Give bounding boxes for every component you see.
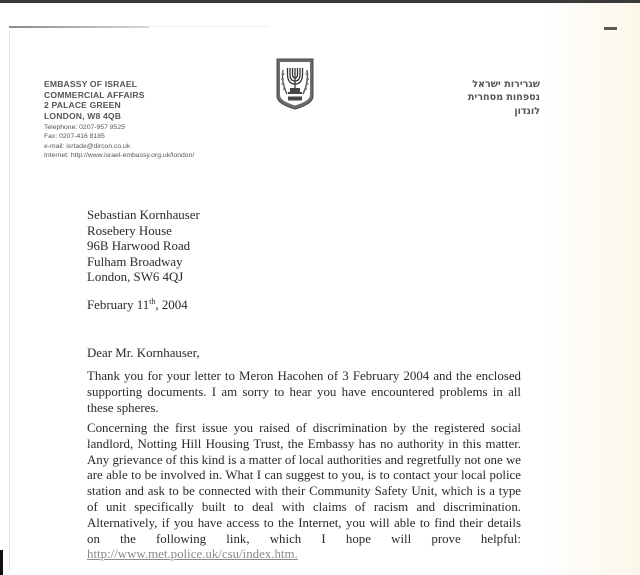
scan-bottom-left-edge [0, 550, 3, 575]
paragraph-2 [87, 421, 521, 563]
letterhead-org-line: LONDON, W8 4QB [44, 110, 122, 121]
punch-mark [604, 27, 617, 30]
paragraph-2-text: Concerning the first issue you raised of discrimination by the registered social landlord, Notting Hill Housing Trust, the Embassy has no authority in this matter. Any grievance of this kind is a matter of local authorities and regretfully not one we are able to be involved in. What I can suggest to you, is to contact your local police station and ask to be connected with their Community Safety Unit, which is a type of unit specifically built to deal with claims of racism and discrimination. Alternatively, if you have access to the Internet, you will able to find their details on the following link, which I hope will prove helpful: [87, 421, 521, 546]
recipient-line: 96B Harwood Road [87, 239, 191, 254]
hebrew-line: נספחות מסחרית [467, 92, 540, 104]
paragraph-2-end: . [294, 547, 298, 562]
letterhead-org-line: COMMERCIAL AFFAIRS [44, 89, 145, 100]
scan-top-edge [0, 0, 640, 3]
paragraph-1: Thank you for your letter to Meron Hacohen of 3 February 2004 and the enclosed supporting documents. I am sorry to hear you have encountered problems in all these spheres. [87, 369, 521, 415]
letterhead-fax: Fax: 0207-416 8185 [44, 132, 105, 140]
letterhead-phones [44, 124, 194, 141]
date-suffix: th [149, 297, 156, 306]
recipient-address [87, 208, 200, 286]
recipient-line: Rosebery House [87, 223, 172, 238]
letterhead-org-line: 2 PALACE GREEN [44, 100, 121, 111]
letterhead-internet: Internet: http://www.israel-embassy.org.uk/london/ [44, 151, 195, 159]
met-police-csu-link[interactable]: http://www.met.police.uk/csu/index.htm [87, 547, 295, 562]
recipient-line: Sebastian Kornhauser [87, 208, 200, 222]
letter-date [87, 297, 188, 313]
letterhead-telephone: Telephone: 0207-957 9525 [44, 124, 125, 132]
letterhead-email: e-mail: isrtade@dircon.co.uk [44, 143, 131, 151]
recipient-line: Fulham Broadway [87, 254, 183, 269]
date-month-day: February 11 [87, 298, 150, 312]
letterhead-hebrew-block [468, 78, 540, 118]
date-year: , 2004 [155, 298, 188, 312]
scan-left-edge [9, 30, 10, 570]
recipient-line: London, SW6 4QJ [87, 270, 184, 285]
salutation: Dear Mr. Kornhauser, [87, 346, 200, 360]
letterhead-address-block [44, 79, 194, 160]
hebrew-line: לונדון [514, 105, 540, 117]
hebrew-line: שגרירות ישראל [472, 79, 540, 90]
fold-line [9, 26, 149, 28]
state-of-israel-emblem-menorah-icon [276, 58, 314, 110]
letterhead-org-line: EMBASSY OF ISRAEL [44, 79, 138, 89]
letterhead-online [44, 143, 194, 160]
fold-line-faint [149, 26, 269, 27]
